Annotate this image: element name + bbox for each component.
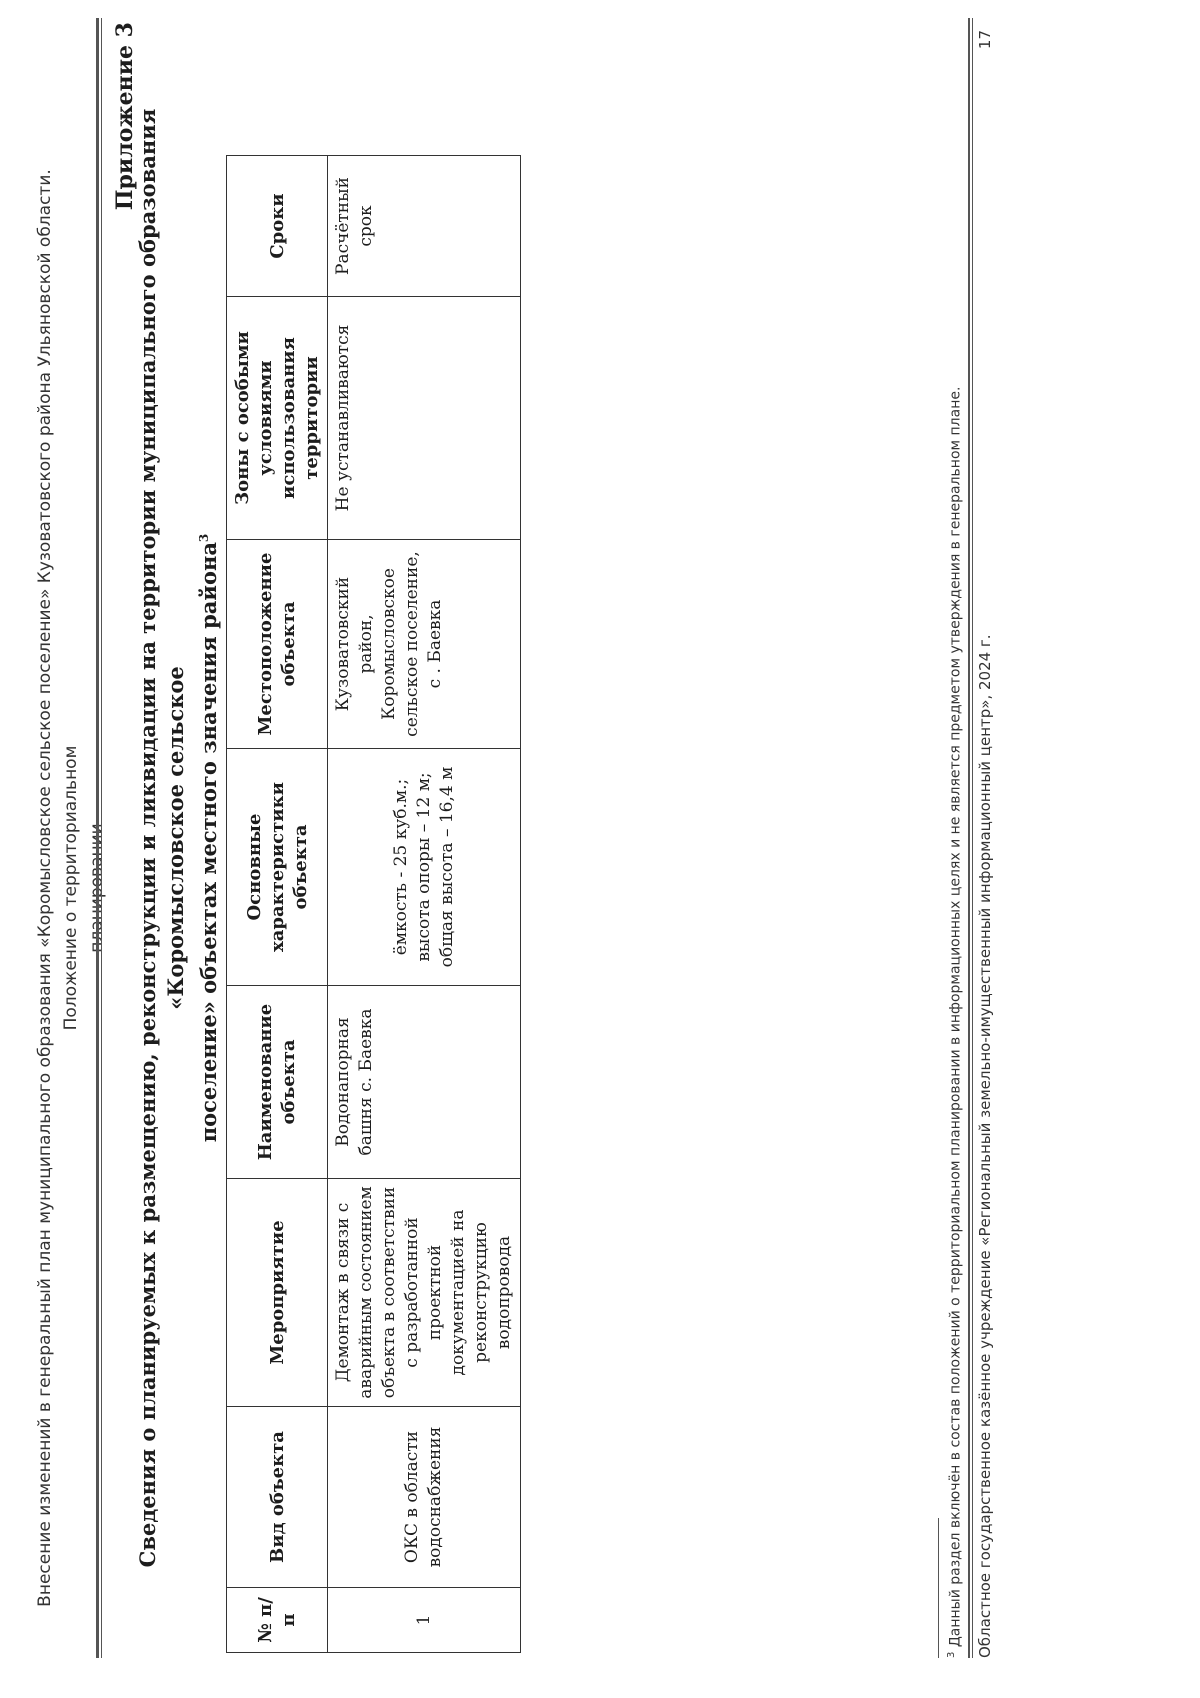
cell-name: Водонапорная башня с. Баевка [328, 986, 521, 1179]
cell-chars: ёмкость - 25 куб.м.; высота опоры – 12 м; общая высота – 16,4 м [328, 749, 521, 986]
table-title-line1: Сведения о планируемых к размещению, реконструкции и ликвидации на территории муниципального образования «Коромысловское сельское [135, 108, 188, 1568]
cell-num: 1 [328, 1588, 521, 1653]
table-title-line2 [190, 58, 223, 1618]
running-header-line1: Внесение изменений в генеральный план муниципального образования «Коромысловское сельское поселение» Кузоватовского района Ульяновской области. Положение о территориальном [35, 169, 81, 1607]
cell-type: ОКС в области водоснабжения [328, 1407, 521, 1588]
header-type: Вид объекта [227, 1407, 328, 1588]
footer-organization: Областное государственное казённое учреждение «Региональный земельно-имущественный информационный центр», 2024 г. [976, 634, 994, 1658]
cell-event: Демонтаж в связи с аварийным состоянием объекта в соответствии с разработанной проектной документацией на реконструкцию водопровода [328, 1179, 521, 1407]
cell-terms: Расчётный срок [328, 156, 521, 297]
header-location: Местоположение объекта [227, 540, 328, 749]
footnote-text: Данный раздел включён в состав положений о территориальном планировании в информационных целях и не является предметом утверждения в генеральном плане. [947, 386, 964, 1648]
footnote-separator [938, 1518, 939, 1658]
table-row [328, 156, 521, 1653]
cell-zones: Не устанавливаются [328, 297, 521, 540]
table-title-line2-text: поселение» объектах местного значения района [196, 542, 221, 1143]
header-event: Мероприятие [227, 1179, 328, 1407]
running-header-line2: планировании [87, 823, 107, 953]
page-number: 17 [976, 30, 994, 50]
appendix-label: Приложение 3 [112, 22, 138, 211]
table-title [134, 58, 223, 1618]
footnote-reference: 3 [197, 533, 211, 543]
header-terms: Сроки [227, 156, 328, 297]
header-zones: Зоны с особыми условиями использования территории [227, 297, 328, 540]
header-chars: Основные характеристики объекта [227, 749, 328, 986]
footer-rule [968, 18, 973, 1658]
footnote [946, 98, 964, 1658]
objects-table [226, 155, 521, 1653]
header-rule [96, 18, 102, 1658]
footnote-number: 3 [946, 1651, 957, 1658]
cell-location: Кузоватовский район, Коромысловское сельское поселение, с . Баевка [328, 540, 521, 749]
header-name: Наименование объекта [227, 986, 328, 1179]
table-header-row [227, 156, 328, 1653]
header-num: № п/п [227, 1588, 328, 1653]
